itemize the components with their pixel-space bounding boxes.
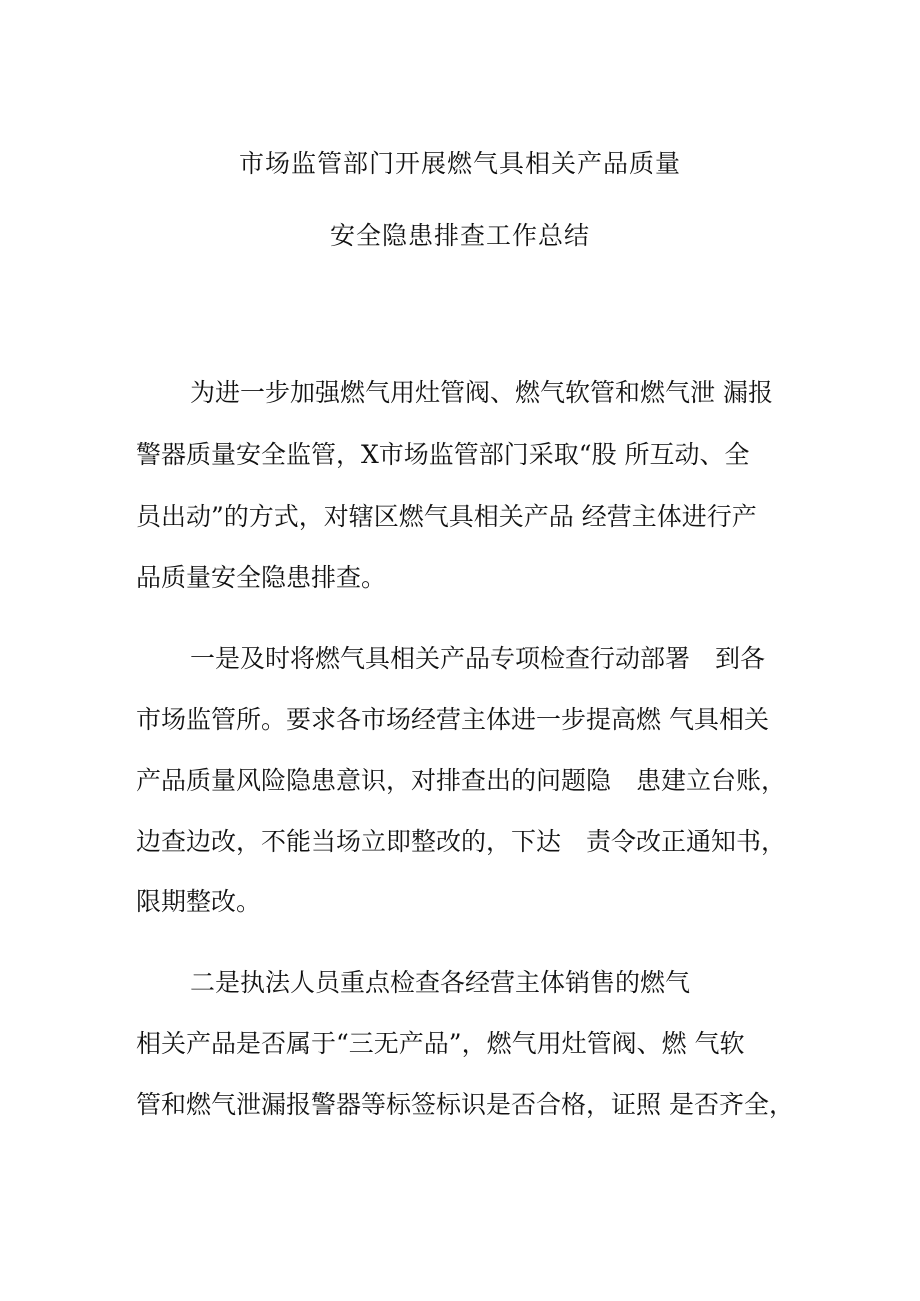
document-title-line-1: 市场监管部门开展燃气具相关产品质量 xyxy=(238,149,681,178)
paragraph-1-line-3: 员出动”的方式，对辖区燃气具相关产品 经营主体进行产 xyxy=(136,502,757,531)
paragraph-2-line-5: 限期整改。 xyxy=(136,887,262,916)
paragraph-2-line-2: 市场监管所。要求各市场经营主体进一步提高燃 气具相关 xyxy=(136,705,769,734)
paragraph-2-line-3: 产品质量风险隐患意识，对排查出的问题隐 患建立台账， xyxy=(136,766,787,795)
paragraph-1-line-2: 警器质量安全监管，X市场监管部门采取“股 所互动、全 xyxy=(136,440,750,469)
paragraph-2-line-1: 一是及时将燃气具相关产品专项检查行动部署 到各 xyxy=(190,644,766,673)
document-title-line-2: 安全隐患排查工作总结 xyxy=(329,221,590,250)
paragraph-3-line-3: 管和燃气泄漏报警器等标签标识是否合格，证照 是否齐全， xyxy=(136,1090,794,1119)
paragraph-1-line-4: 品质量安全隐患排查。 xyxy=(136,563,387,592)
paragraph-3-line-1: 二是执法人员重点检查各经营主体销售的燃气 xyxy=(190,968,691,997)
paragraph-3-line-2: 相关产品是否属于“三无产品”，燃气用灶管阀、燃 气软 xyxy=(136,1029,745,1058)
paragraph-2-line-4: 边查边改，不能当场立即整改的，下达 责令改正通知书， xyxy=(136,827,787,856)
paragraph-1-line-1: 为进一步加强燃气用灶管阀、燃气软管和燃气泄 漏报 xyxy=(190,378,773,407)
